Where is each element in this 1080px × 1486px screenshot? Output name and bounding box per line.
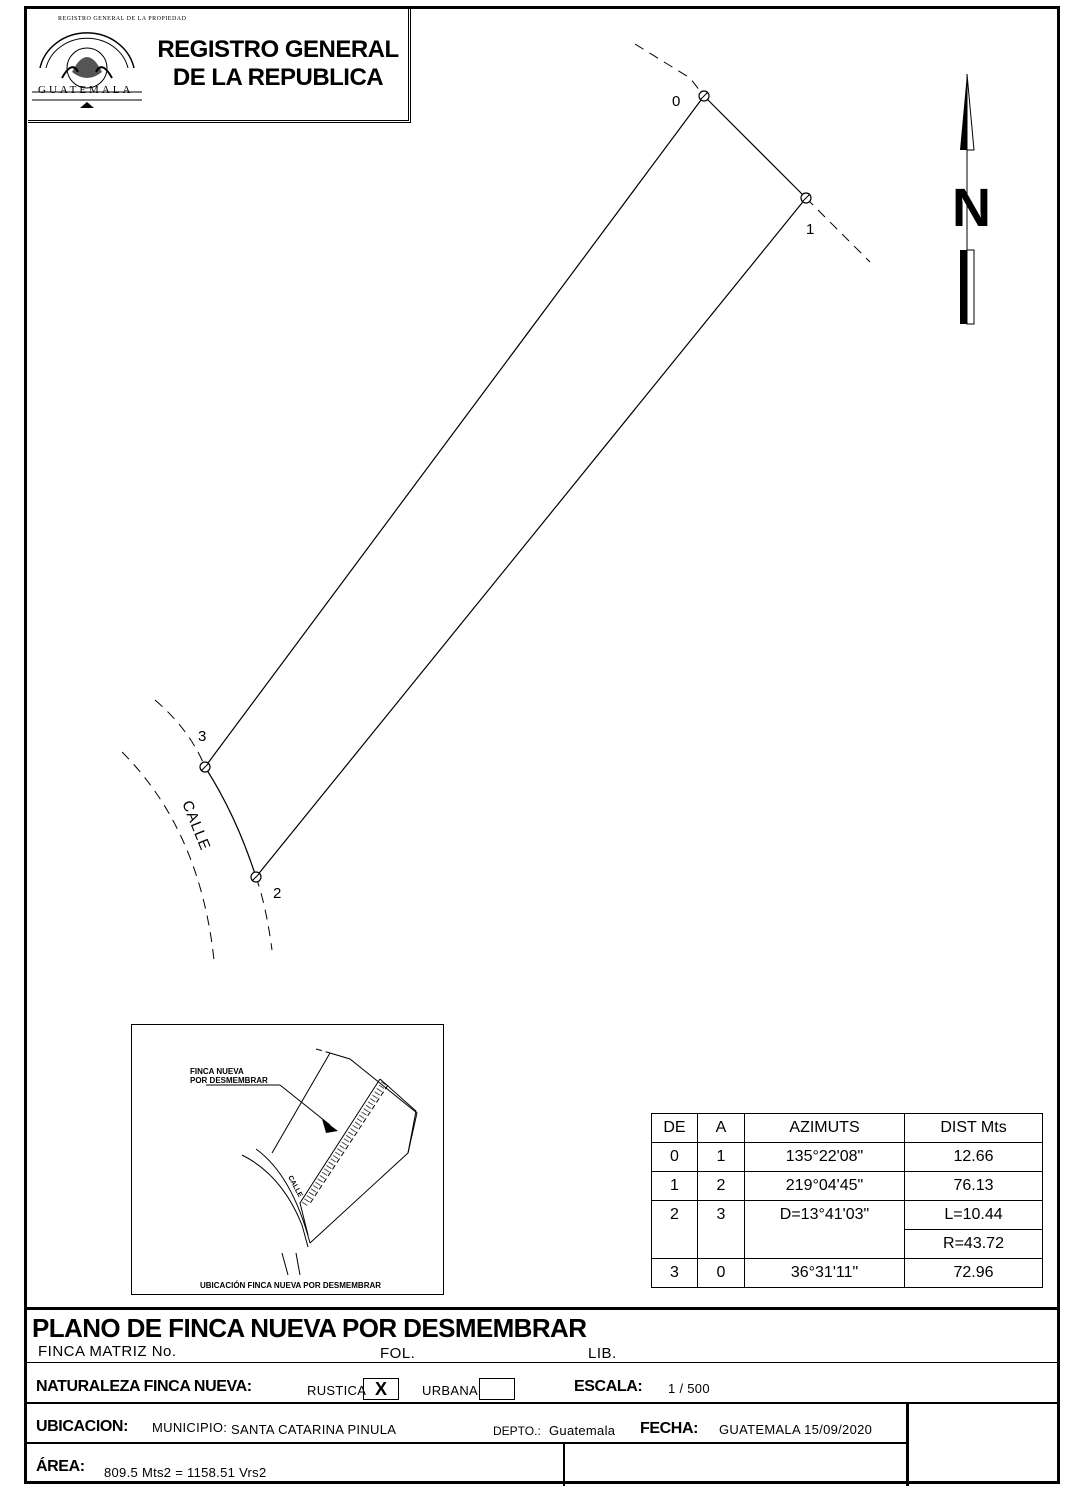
header-a: A: [698, 1114, 745, 1143]
cell-de: 0: [652, 1143, 698, 1172]
ubicacion-label: UBICACION:: [36, 1418, 128, 1435]
registry-line1: REGISTRO GENERAL: [157, 36, 399, 63]
boundary-3-0: [205, 96, 704, 767]
table-header-row: [652, 1114, 1043, 1143]
inset-arrow-label-line1: FINCA NUEVA: [190, 1067, 244, 1076]
vertex-0: [699, 91, 709, 101]
registry-line2: DE LA REPUBLICA: [172, 64, 384, 91]
cell-de: 3: [652, 1259, 698, 1288]
vertex-3: [200, 762, 210, 772]
urbana-label: URBANA: [422, 1383, 478, 1398]
cell-a: 0: [698, 1259, 745, 1288]
finca-matriz-label: FINCA MATRIZ No.: [38, 1343, 177, 1360]
cell-a: 2: [698, 1172, 745, 1201]
north-arrow-icon: [952, 74, 991, 324]
table-row: [652, 1259, 1043, 1288]
footer-top-rule: [24, 1307, 1060, 1310]
depto-label: DEPTO.:: [493, 1424, 541, 1438]
rustica-checkbox[interactable]: X: [363, 1378, 399, 1400]
escala-label: ESCALA:: [574, 1378, 643, 1395]
vertex-2: [251, 872, 261, 882]
neighbor-line-top: [635, 44, 704, 96]
vertex-label-0: 0: [672, 93, 681, 110]
inset-arrow-label-line2: POR DESMEMBRAR: [190, 1076, 268, 1085]
vertex-label-2: 2: [273, 885, 282, 902]
header-dist: DIST Mts: [905, 1114, 1043, 1143]
north-symbol: N: [952, 178, 991, 238]
cell-dist: 76.13: [905, 1172, 1043, 1201]
street-edge-inner-right: [256, 877, 272, 950]
boundary-1-2: [256, 198, 806, 877]
libro-label: LIB.: [588, 1345, 617, 1362]
azimuth-table: [651, 1113, 1043, 1288]
footer-rule-2: [24, 1402, 1060, 1404]
table-row: [652, 1201, 1043, 1230]
area-label: ÁREA:: [36, 1458, 85, 1475]
footer-rule-1: [24, 1362, 1060, 1363]
naturaleza-label: NATURALEZA FINCA NUEVA:: [36, 1378, 252, 1395]
plan-title: PLANO DE FINCA NUEVA POR DESMEMBRAR: [32, 1313, 587, 1343]
cell-de: 1: [652, 1172, 698, 1201]
cell-dist: R=43.72: [905, 1230, 1043, 1259]
inset-map: [132, 1025, 445, 1296]
vertex-label-1: 1: [806, 221, 815, 238]
boundary-2-3-curve: [205, 767, 256, 877]
table-row: [652, 1172, 1043, 1201]
rustica-label: RUSTICA: [307, 1383, 367, 1398]
cell-azimut: [745, 1230, 905, 1259]
street-edge-left: [122, 752, 214, 960]
cell-dist: 72.96: [905, 1259, 1043, 1288]
header-de: DE: [652, 1114, 698, 1143]
inset-arrow-label: [190, 1067, 268, 1085]
footer-rule-3: [24, 1442, 908, 1444]
inset-street-label: CALLE: [286, 1174, 304, 1199]
cell-dist: L=10.44: [905, 1201, 1043, 1230]
cell-azimut: 135°22'08": [745, 1143, 905, 1172]
cell-a: [698, 1230, 745, 1259]
fecha-label: FECHA:: [640, 1420, 699, 1437]
vertex-1: [801, 193, 811, 203]
cell-dist: 12.66: [905, 1143, 1043, 1172]
urbana-checkbox[interactable]: [479, 1378, 515, 1400]
table-row: [652, 1230, 1043, 1259]
seal-text-top: REGISTRO GENERAL DE LA PROPIEDAD: [58, 16, 187, 22]
neighbor-line-right: [806, 198, 870, 262]
cell-a: 1: [698, 1143, 745, 1172]
footer-divider-right: [906, 1402, 909, 1486]
cell-de: 2: [652, 1201, 698, 1230]
escala-value: 1 / 500: [668, 1381, 710, 1396]
boundary-0-1: [704, 96, 806, 198]
table-row: [652, 1143, 1043, 1172]
vertex-label-3: 3: [198, 728, 207, 745]
cell-azimut: D=13°41'03": [745, 1201, 905, 1230]
cell-de: [652, 1230, 698, 1259]
header-azimuts: AZIMUTS: [745, 1114, 905, 1143]
depto-value: Guatemala: [549, 1423, 616, 1438]
municipio-value: SANTA CATARINA PINULA: [231, 1422, 397, 1437]
cell-a: 3: [698, 1201, 745, 1230]
street-label: CALLE: [178, 798, 214, 854]
folio-label: FOL.: [380, 1345, 416, 1362]
location-inset: [131, 1024, 444, 1295]
municipio-label: MUNICIPIO:: [152, 1420, 228, 1435]
inset-caption: UBICACIÓN FINCA NUEVA POR DESMEMBRAR: [200, 1281, 382, 1290]
area-value: 809.5 Mts2 = 1158.51 Vrs2: [104, 1465, 267, 1480]
fecha-value: GUATEMALA 15/09/2020: [719, 1422, 873, 1437]
seal-text-bottom: GUATEMALA: [38, 84, 134, 96]
cell-azimut: 36°31'11": [745, 1259, 905, 1288]
footer-divider-area: [563, 1442, 565, 1486]
cell-azimut: 219°04'45": [745, 1172, 905, 1201]
